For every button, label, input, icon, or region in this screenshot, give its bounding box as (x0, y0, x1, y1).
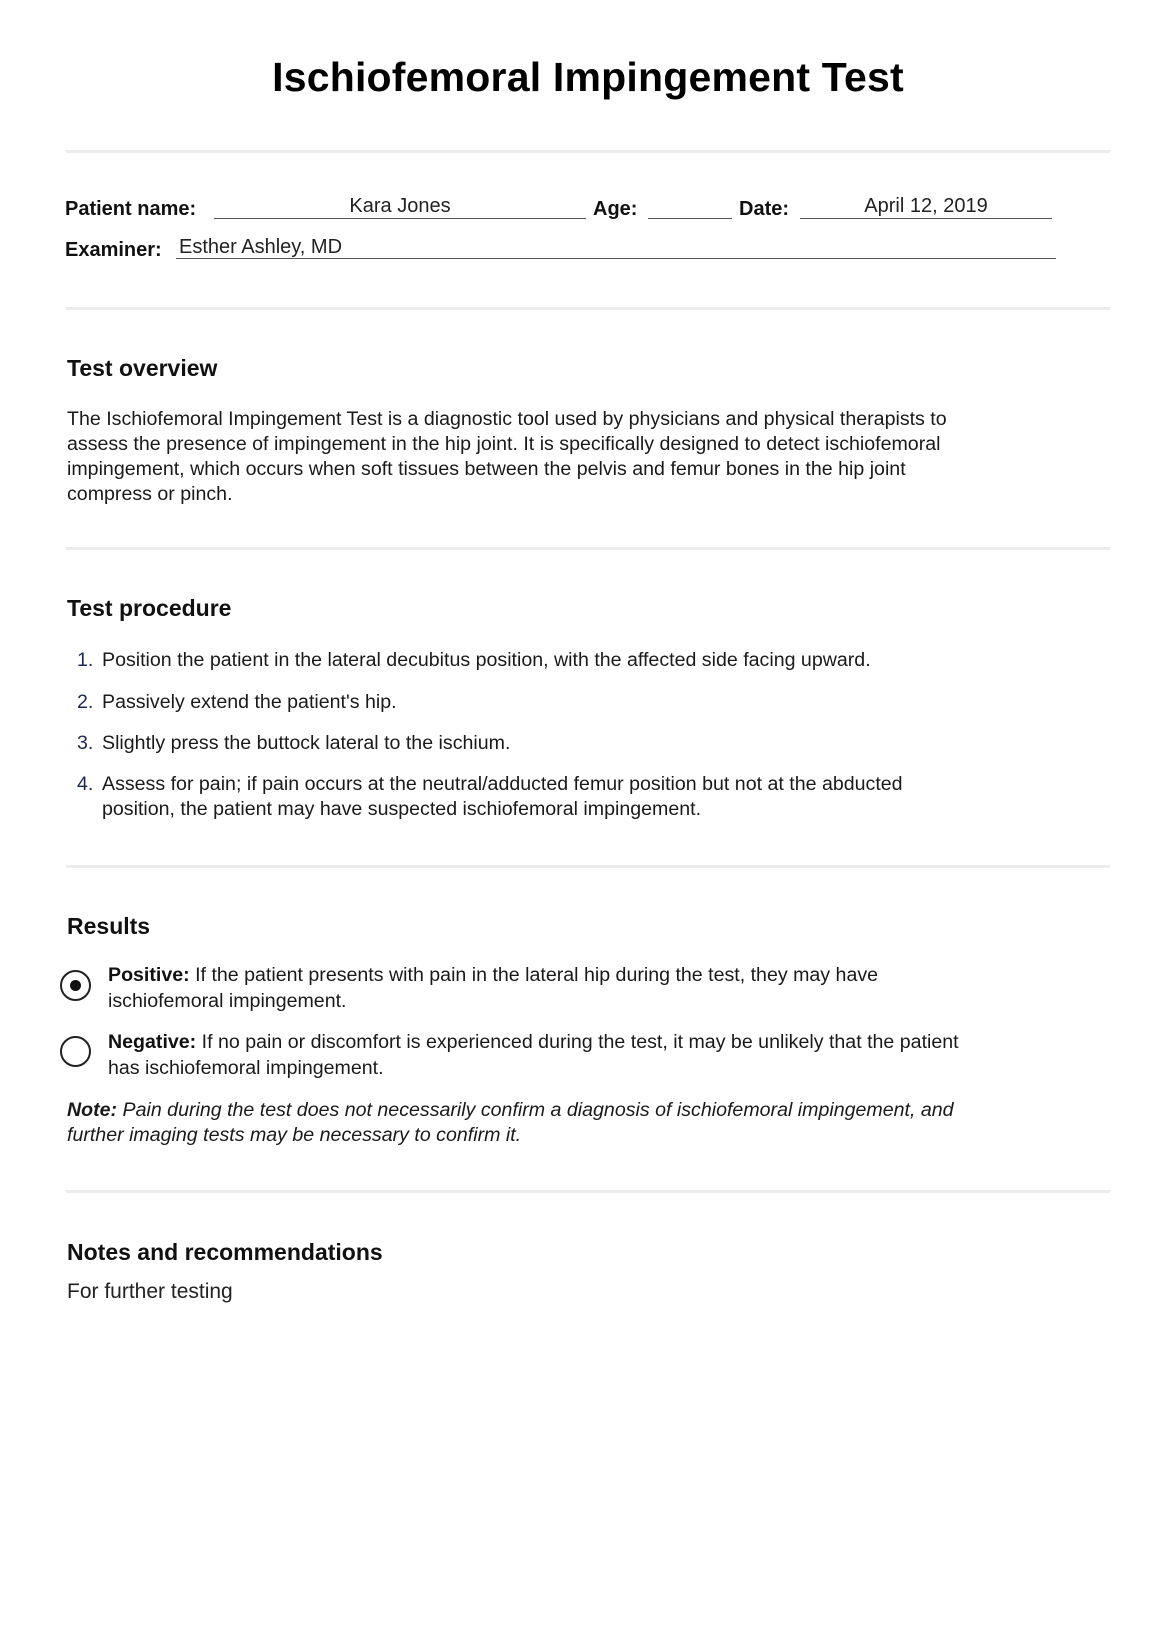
radio-button-selected[interactable] (60, 970, 91, 1001)
notes-text[interactable]: For further testing (67, 1280, 233, 1303)
patient-name-value: Kara Jones (349, 195, 451, 217)
age-field[interactable] (648, 194, 732, 219)
age-label: Age: (593, 198, 638, 220)
divider (66, 1190, 1110, 1193)
overview-line: The Ischiofemoral Impingement Test is a diagnostic tool used by physicians and physical therapists to (67, 408, 947, 430)
step-text: position, the patient may have suspected ischiofemoral impingement. (102, 798, 702, 820)
positive-label: Positive: (108, 964, 190, 986)
note-text: Pain during the test does not necessarily confirm a diagnosis of ischiofemoral impingement, and (117, 1099, 954, 1121)
date-label: Date: (739, 198, 790, 220)
examiner-label: Examiner: (65, 239, 162, 261)
overview-line: impingement, which occurs when soft tissues between the pelvis and femur bones in the hip joint (67, 458, 906, 480)
radio-dot-icon (70, 980, 81, 991)
divider (66, 150, 1110, 153)
divider (66, 307, 1110, 310)
procedure-heading: Test procedure (67, 595, 232, 621)
positive-text: If the patient presents with pain in the lateral hip during the test, they may have (189, 964, 879, 986)
overview-heading: Test overview (67, 355, 218, 381)
step-text: Passively extend the patient's hip. (102, 691, 397, 713)
examiner-value: Esther Ashley, MD (179, 236, 343, 258)
radio-button-unselected[interactable] (60, 1036, 91, 1067)
step-number: 2. (77, 691, 94, 713)
overview-paragraph (67, 407, 1117, 507)
negative-label: Negative: (108, 1031, 197, 1053)
examiner-field[interactable] (176, 235, 1056, 259)
overview-line: assess the presence of impingement in the hip joint. It is specifically designed to detect ischiofemoral (67, 433, 941, 455)
step-text: Position the patient in the lateral decubitus position, with the affected side facing upward. (102, 649, 871, 671)
positive-text: ischiofemoral impingement. (108, 990, 347, 1012)
patient-name-field[interactable] (214, 194, 586, 219)
notes-heading: Notes and recommendations (67, 1239, 383, 1265)
overview-line: compress or pinch. (67, 483, 233, 505)
step-text: Slightly press the buttock lateral to the ischium. (102, 732, 511, 754)
date-value: April 12, 2019 (864, 195, 988, 217)
negative-text: has ischiofemoral impingement. (108, 1057, 384, 1079)
note-text: further imaging tests may be necessary to confirm it. (67, 1124, 522, 1146)
step-text: Assess for pain; if pain occurs at the neutral/adducted femur position but not at the abducted (102, 773, 903, 795)
negative-text: If no pain or discomfort is experienced during the test, it may be unlikely that the patient (196, 1031, 959, 1053)
page-title: Ischiofemoral Impingement Test (272, 54, 904, 100)
step-number: 1. (77, 649, 94, 671)
step-number: 4. (77, 773, 94, 795)
patient-name-label: Patient name: (65, 198, 197, 220)
date-field[interactable] (800, 194, 1052, 219)
divider (66, 547, 1110, 550)
note-label: Note: (67, 1099, 118, 1121)
results-note (67, 1098, 1127, 1148)
divider (66, 865, 1110, 868)
step-number: 3. (77, 732, 94, 754)
results-heading: Results (67, 913, 151, 939)
